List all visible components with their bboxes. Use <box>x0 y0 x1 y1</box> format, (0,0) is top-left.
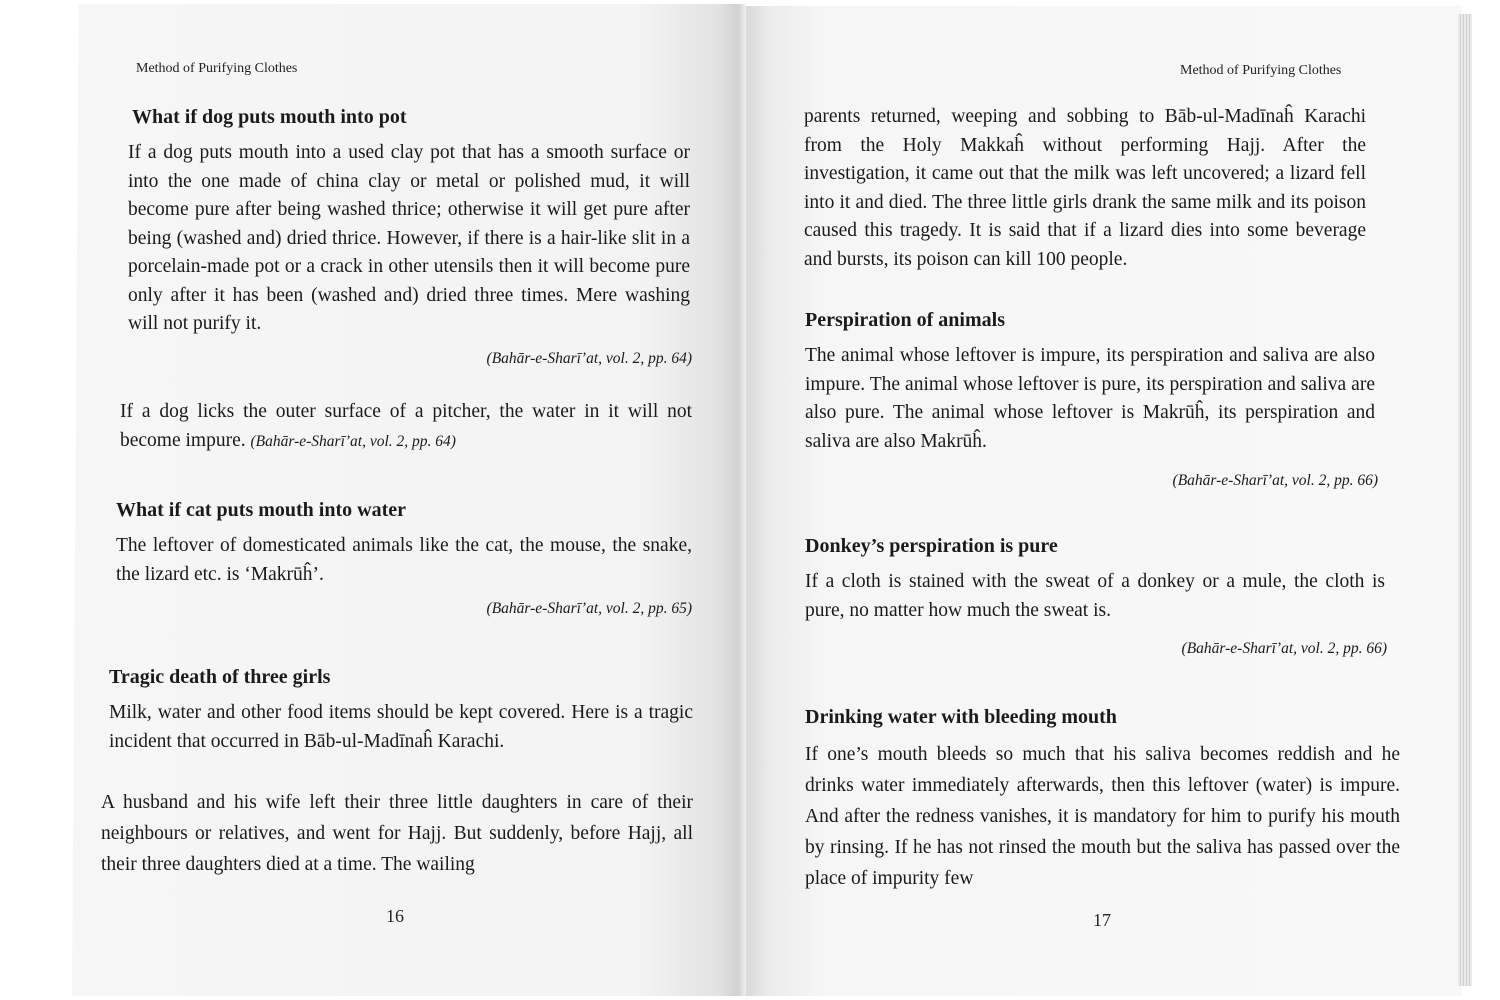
section-heading: Tragic death of three girls <box>109 666 331 688</box>
reference-citation: (Bahār-e-Sharī’at, vol. 2, pp. 64) <box>486 350 692 367</box>
reference-citation: (Bahār-e-Sharī’at, vol. 2, pp. 66) <box>1181 640 1387 657</box>
section-dog-pitcher <box>120 398 692 456</box>
section-heading: Donkey’s perspiration is pure <box>805 535 1058 557</box>
section-cat-water <box>116 496 692 589</box>
section-paragraph: parents returned, weeping and sobbing to Bāb-ul-Madīnaĥ Karachi from the Holy Makkaĥ without performing Hajj. After the investigation, it came out that the milk was left uncovered; a lizard fell into it and died. The three little girls drank the same milk and its poison caused this tragedy. It is said that if a lizard dies into some beverage and bursts, its poison can kill 100 people. <box>804 106 1366 270</box>
section-heading: What if cat puts mouth into water <box>116 499 406 521</box>
section-paragraph: A husband and his wife left their three little daughters in care of their neighbours or relatives, and went for Hajj. But suddenly, before Hajj, all their three daughters died at a time. The wailing <box>101 792 693 875</box>
section-donkey-perspiration <box>805 532 1385 625</box>
reference-donkey-perspiration <box>990 640 1387 658</box>
section-tragic-death <box>109 663 693 756</box>
reference-perspiration-animals <box>985 472 1378 490</box>
section-paragraph: Milk, water and other food items should be kept covered. Here is a tragic incident that occurred in Bāb-ul-Madīnaĥ Karachi. <box>109 702 693 752</box>
section-paragraph: If a dog puts mouth into a used clay pot that has a smooth surface or into the one made of china clay or metal or polished mud, it will become pure after being washed thrice; otherwise it will get pure after being (washed and) dried thrice. However, if there is a hair-like slit in a porcelain-made pot or a crack in other utensils then it will become pure only after it has been (washed and) dried three times. Mere washing will not purify it. <box>128 142 690 334</box>
reference-cat-water <box>300 600 692 618</box>
section-bleeding-mouth <box>805 703 1400 894</box>
section-paragraph: The leftover of domesticated animals like the cat, the mouse, the snake, the lizard etc. is ‘Makrūĥ’. <box>116 535 692 585</box>
section-husband-wife <box>101 787 693 880</box>
section-continuation <box>804 103 1366 274</box>
page-edges <box>1458 14 1472 986</box>
section-perspiration-animals <box>805 306 1375 456</box>
section-paragraph: If a cloth is stained with the sweat of a donkey or a mule, the cloth is pure, no matter how much the sweat is. <box>805 571 1385 621</box>
section-heading: Perspiration of animals <box>805 309 1005 331</box>
section-dog-pot <box>132 103 692 131</box>
right-page-number: 17 <box>1093 910 1111 930</box>
book-gutter <box>738 4 746 996</box>
right-running-head: Method of Purifying Clothes <box>1180 63 1342 78</box>
reference-citation: (Bahār-e-Sharī’at, vol. 2, pp. 66) <box>1172 472 1378 489</box>
paragraph-text: If a dog licks the outer surface of a pitcher, the water in it will not become impure. <box>120 401 692 451</box>
section-paragraph <box>120 398 692 456</box>
section-heading: What if dog puts mouth into pot <box>132 106 407 128</box>
reference-citation: (Bahār-e-Sharī’at, vol. 2, pp. 65) <box>486 600 692 617</box>
section-dog-pot-body <box>128 139 690 339</box>
section-paragraph: The animal whose leftover is impure, its perspiration and saliva are also impure. The animal whose leftover is pure, its perspiration and saliva are also pure. The animal whose leftover is Makrūĥ, its perspiration and saliva are also Makrūĥ. <box>805 345 1375 452</box>
section-paragraph: If one’s mouth bleeds so much that his saliva becomes reddish and he drinks water immediately afterwards, then this leftover (water) is impure. And after the redness vanishes, it is mandatory for him to purify his mouth by rinsing. If he has not rinsed the mouth but the saliva has passed over the place of impurity few <box>805 744 1400 889</box>
left-running-head: Method of Purifying Clothes <box>136 61 298 76</box>
section-heading: Drinking water with bleeding mouth <box>805 706 1117 728</box>
reference-citation: (Bahār-e-Sharī’at, vol. 2, pp. 64) <box>250 432 456 450</box>
left-page-number: 16 <box>386 906 404 926</box>
reference-dog-pot <box>300 350 692 368</box>
